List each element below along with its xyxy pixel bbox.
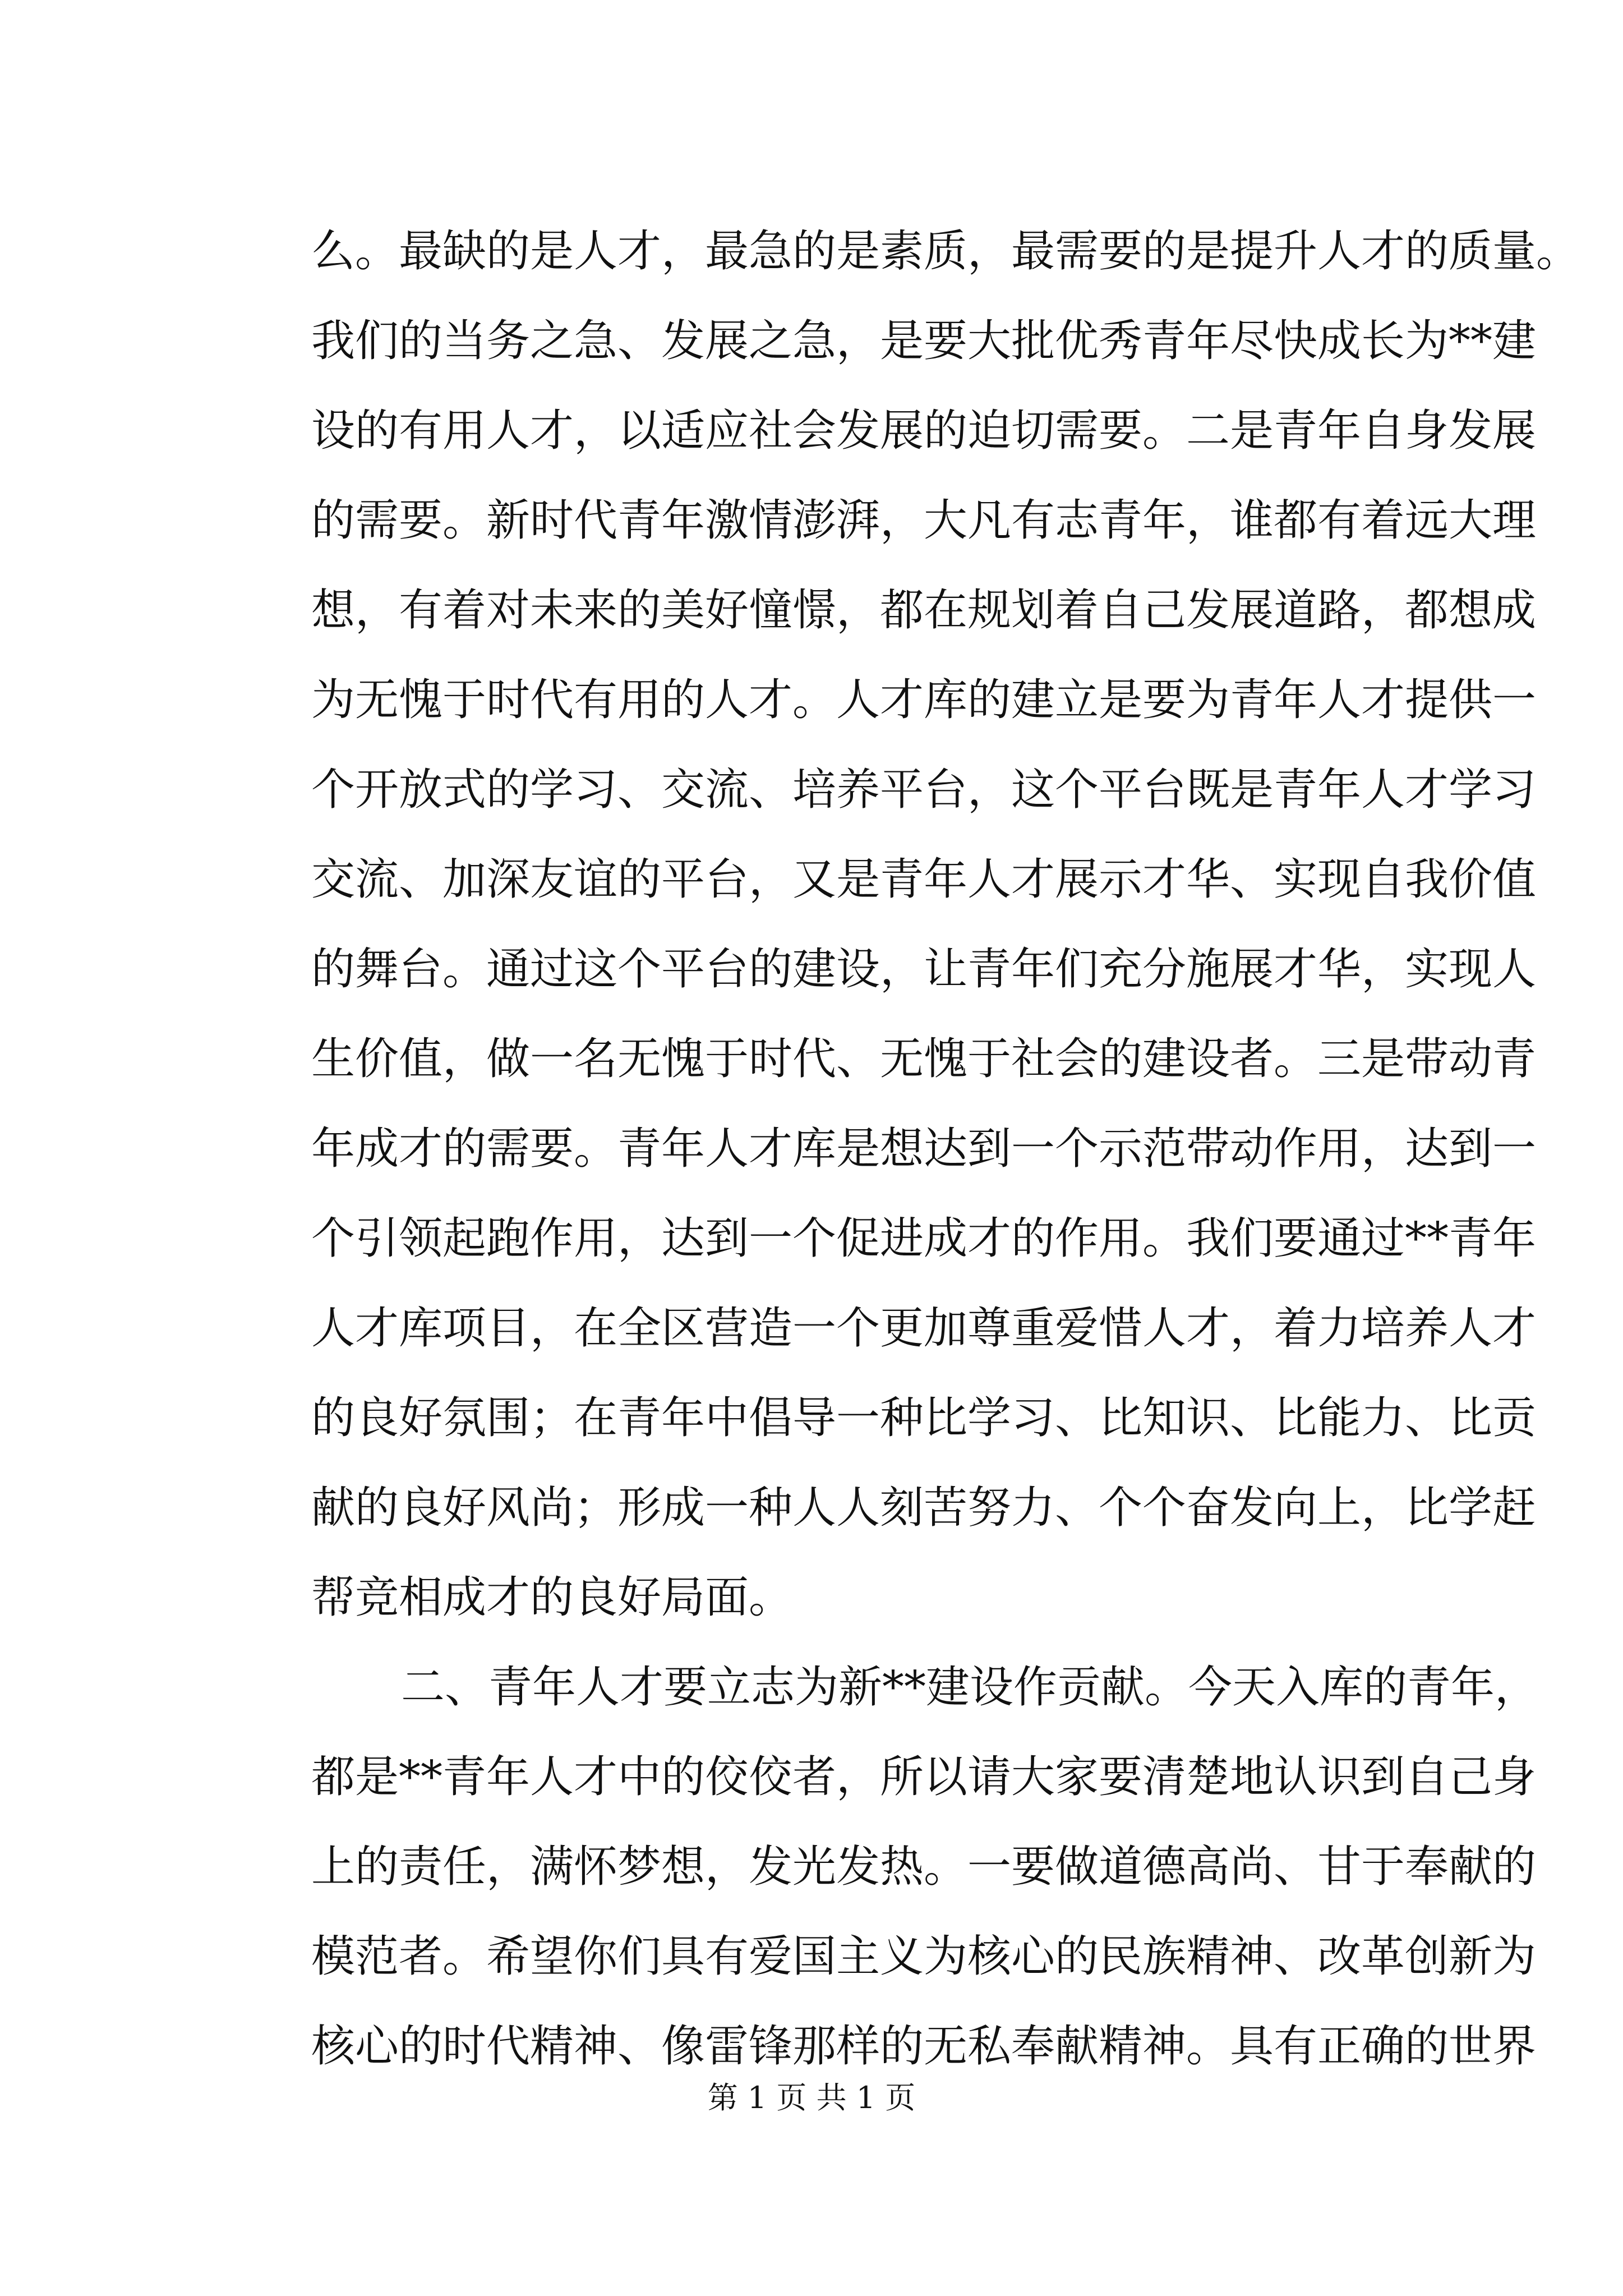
text-line: 的良好氛围；在青年中倡导一种比学习、比知识、比能力、比贡	[311, 1393, 1537, 1443]
page-footer	[0, 2076, 1623, 2120]
text-line: 生价值，做一名无愧于时代、无愧于社会的建设者。三是带动青	[311, 1034, 1537, 1084]
text-line: 献的良好风尚；形成一种人人刻苦努力、个个奋发向上，比学赶	[311, 1483, 1537, 1533]
text-line: 帮竞相成才的良好局面。	[311, 1572, 793, 1623]
text-line: 上的责任，满怀梦想，发光发热。一要做道德高尚、甘于奉献的	[311, 1842, 1537, 1892]
text-line: 核心的时代精神、像雷锋那样的无私奉献精神。具有正确的世界	[311, 2021, 1537, 2072]
body-text	[311, 206, 1580, 2091]
text-line: 么。最缺的是人才，最急的是素质，最需要的是提升人才的质量。	[311, 226, 1580, 277]
text-line: 年成才的需要。青年人才库是想达到一个示范带动作用，达到一	[311, 1124, 1537, 1174]
text-line: 个开放式的学习、交流、培养平台，这个平台既是青年人才学习	[311, 765, 1537, 815]
text-line: 设的有用人才，以适应社会发展的迫切需要。二是青年自身发展	[311, 406, 1537, 456]
text-line: 个引领起跑作用，达到一个促进成才的作用。我们要通过**青年	[311, 1213, 1537, 1264]
text-line: 人才库项目，在全区营造一个更加尊重爱惜人才，着力培养人才	[311, 1303, 1537, 1354]
text-line: 想，有着对未来的美好憧憬，都在规划着自己发展道路，都想成	[311, 585, 1537, 636]
text-line: 模范者。希望你们具有爱国主义为核心的民族精神、改革创新为	[311, 1931, 1537, 1982]
paragraph-start-line: 二、青年人才要立志为新**建设作贡献。今天入库的青年，	[401, 1662, 1539, 1713]
text-line: 的舞台。通过这个平台的建设，让青年们充分施展才华，实现人	[311, 944, 1537, 995]
text-line: 的需要。新时代青年激情澎湃，大凡有志青年，谁都有着远大理	[311, 495, 1537, 546]
text-line: 交流、加深友谊的平台，又是青年人才展示才华、实现自我价值	[311, 854, 1537, 905]
text-line: 都是**青年人才中的佼佼者，所以请大家要清楚地认识到自己身	[311, 1752, 1537, 1802]
text-line: 为无愧于时代有用的人才。人才库的建立是要为青年人才提供一	[311, 675, 1537, 725]
page-number-label: 第 1 页 共 1 页	[707, 2080, 916, 2115]
text-line: 我们的当务之急、发展之急，是要大批优秀青年尽快成长为**建	[311, 316, 1537, 366]
